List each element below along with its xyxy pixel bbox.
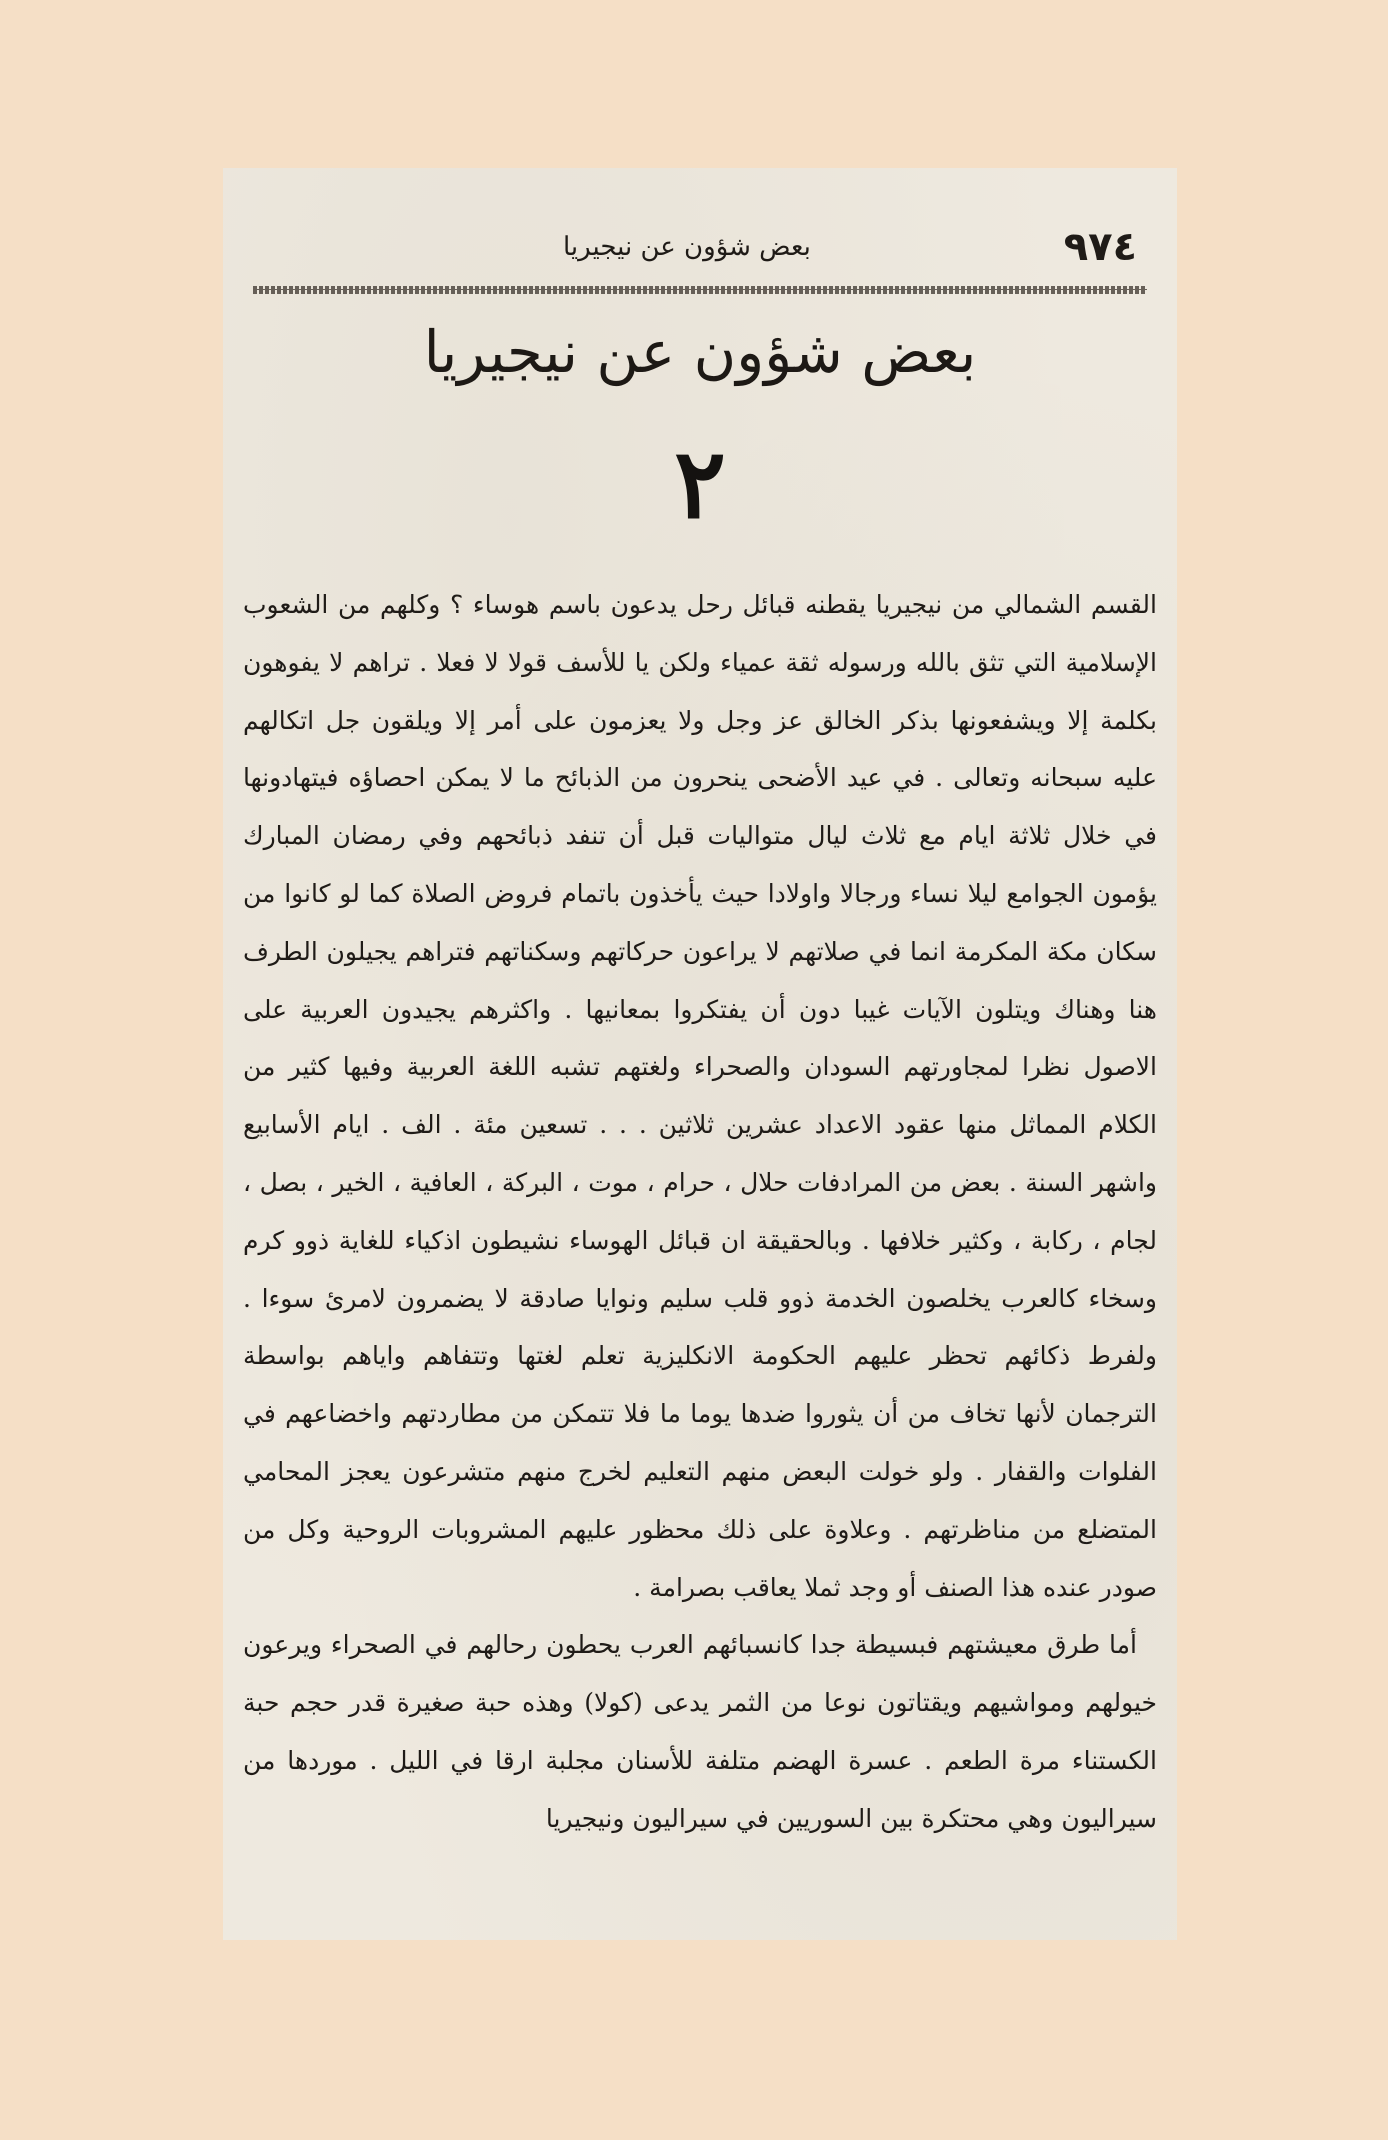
page-number: ٩٧٤: [1063, 224, 1137, 270]
paragraph-1: القسم الشمالي من نيجيريا يقطنه قبائل رحل يدعون باسم هوساء ؟ وكلهم من الشعوب الإسلامية التي تثق بالله ورسوله ثقة عمياء ولكن يا للأسف قولا لا فعلا . تراهم لا يفوهون بكلمة إلا ويشفعونها بذكر الخالق عز وجل ولا يعزمون على أمر إلا ويلقون جل اتكالهم عليه سبحانه وتعالى . في عيد الأضحى ينحرون من الذبائح ما لا يمكن احصاؤه فيتهادونها في خلال ثلاثة ايام مع ثلاث ليال متواليات قبل أن تنفد ذبائحهم وفي رمضان المبارك يؤمون الجوامع ليلا نساء ورجالا واولادا حيث يأخذون باتمام فروض الصلاة كما لو كانوا من سكان مكة المكرمة انما في صلاتهم لا يراعون حركاتهم وسكناتهم فتراهم يجيلون الطرف هنا وهناك ويتلون الآيات غيبا دون أن يفتكروا بمعانيها . واكثرهم يجيدون العربية على الاصول نظرا لمجاورتهم السودان والصحراء ولغتهم تشبه اللغة العربية وفيها كثير من الكلام المماثل منها عقود الاعداد عشرين ثلاثين . . . تسعين مئة . الف . ايام الأسابيع واشهر السنة . بعض من المرادفات حلال ، حرام ، موت ، البركة ، العافية ، الخير ، بصل ، لجام ، ركابة ، وكثير خلافها . وبالحقيقة ان قبائل الهوساء نشيطون اذكياء للغاية ذوو كرم وسخاء كالعرب يخلصون الخدمة ذوو قلب سليم ونوايا صادقة لا يضمرون لامرئ سوءا . ولفرط ذكائهم تحظر عليهم الحكومة الانكليزية تعلم لغتها وتتفاهم واياهم بواسطة الترجمان لأنها تخاف من أن يثوروا ضدها يوما ما فلا تتمكن من مطاردتهم واخضاعهم في الفلوات والقفار . ولو خولت البعض منهم التعليم لخرج منهم متشرعون يعجز المحامي المتضلع من مناظرتهم . وعلاوة على ذلك محظور عليهم المشروبات الروحية وكل من صودر عنده هذا الصنف أو وجد ثملا يعاقب بصرامة .: [243, 590, 1157, 1602]
article-body: [243, 576, 1157, 1848]
header-rule: [253, 286, 1147, 294]
running-header: [263, 222, 1137, 272]
page-sheet: [223, 168, 1177, 1940]
running-title: بعض شؤون عن نيجيريا: [563, 232, 811, 262]
paragraph-2: أما طرق معيشتهم فبسيطة جدا كانسبائهم العرب يحطون رحالهم في الصحراء ويرعون خيولهم ومواشيهم ويقتاتون نوعا من الثمر يدعى (كولا) وهذه حبة صغيرة قدر حجم حبة الكستناء مرة الطعم . عسرة الهضم متلفة للأسنان مجلبة ارقا في الليل . موردها من سيراليون وهي محتكرة بين السوريين في سيراليون ونيجيريا: [243, 1630, 1157, 1833]
article-title: بعض شؤون عن نيجيريا: [423, 318, 977, 386]
part-number: ٢: [674, 427, 726, 540]
